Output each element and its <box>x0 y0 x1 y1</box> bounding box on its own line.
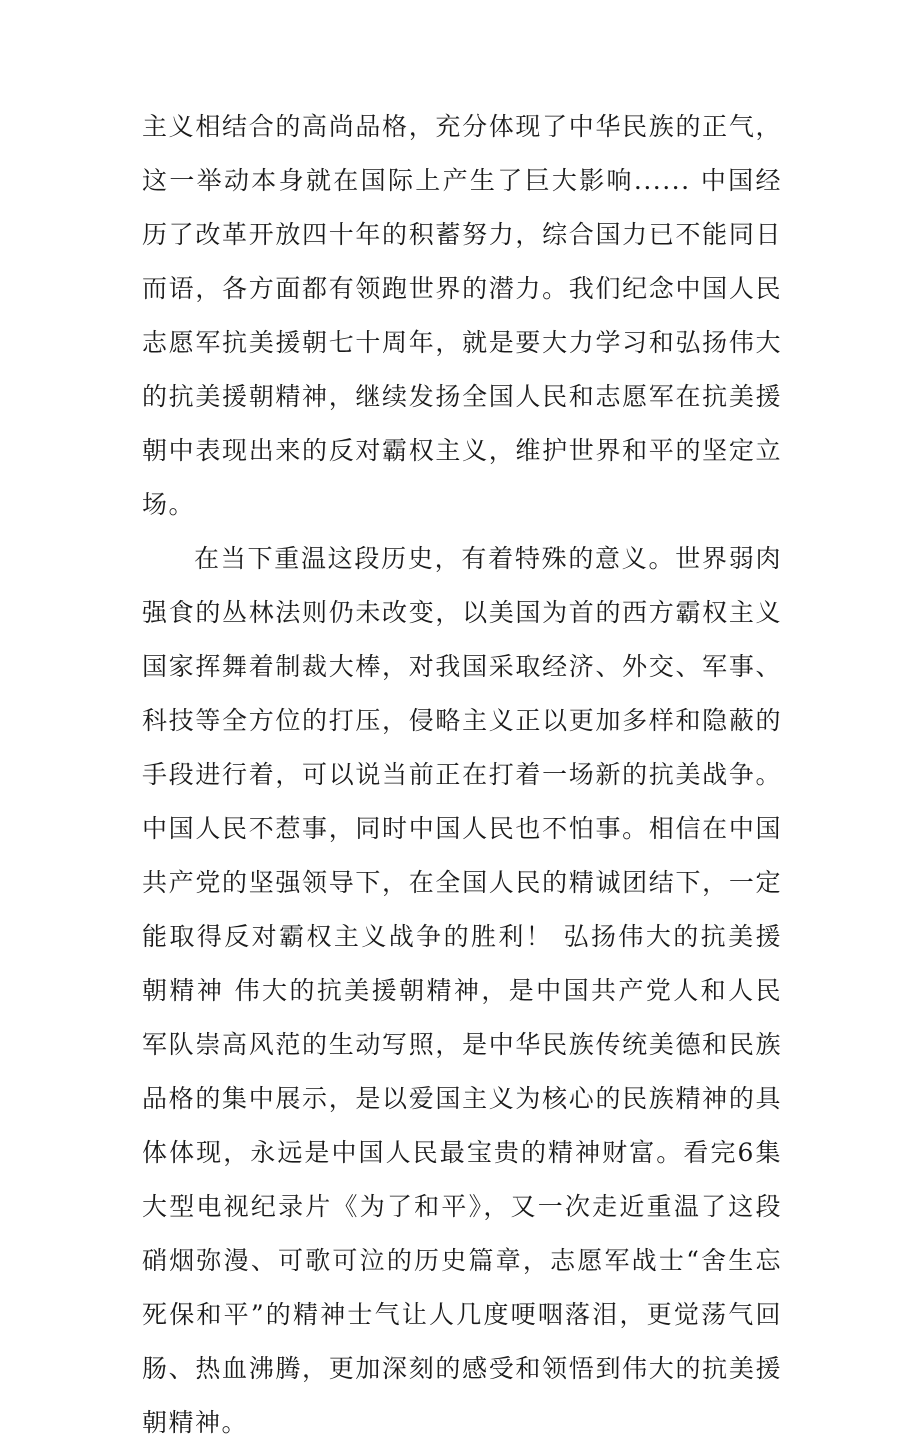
document-body <box>142 100 782 1450</box>
paragraph-1: 主义相结合的高尚品格，充分体现了中华民族的正气，这一举动本身就在国际上产生了巨大影响...... 中国经历了改革开放四十年的积蓄努力，综合国力已不能同日而语，各方面都有领跑世界的潜力。我们纪念中国人民志愿军抗美援朝七十周年，就是要大力学习和弘扬伟大的抗美援朝精神，继续发扬全国人民和志愿军在抗美援朝中表现出来的反对霸权主义，维护世界和平的坚定立场。 <box>142 112 782 519</box>
paragraph-2: 在当下重温这段历史，有着特殊的意义。世界弱肉强食的丛林法则仍未改变，以美国为首的西方霸权主义国家挥舞着制裁大棒，对我国采取经济、外交、军事、科技等全方位的打压，侵略主义正以更加多样和隐蔽的手段进行着，可以说当前正在打着一场新的抗美战争。中国人民不惹事，同时中国人民也不怕事。相信在中国共产党的坚强领导下，在全国人民的精诚团结下，一定能取得反对霸权主义战争的胜利！ 弘扬伟大的抗美援朝精神 伟大的抗美援朝精神，是中国共产党人和人民军队崇高风范的生动写照，是中华民族传统美德和民族品格的集中展示，是以爱国主义为核心的民族精神的具体体现，永远是中国人民最宝贵的精神财富。看完6集大型电视纪录片《为了和平》，又一次走近重温了这段硝烟弥漫、可歌可泣的历史篇章，志愿军战士“舍生忘死保和平”的精神士气让人几度哽咽落泪，更觉荡气回肠、热血沸腾，更加深刻的感受和领悟到伟大的抗美援朝精神。 <box>142 544 782 1437</box>
